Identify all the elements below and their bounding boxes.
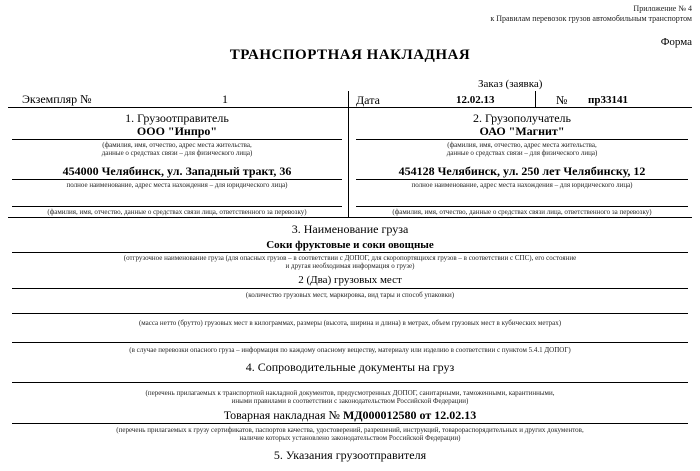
consignee-name: ОАО "Магнит" — [479, 124, 565, 138]
appendix-line2: к Правилам перевозок грузов автомобильным транспортом — [490, 14, 692, 23]
cargo-places-suffix: ) грузовых мест — [327, 274, 402, 286]
consignee-note-person-line2: данные о средствах связи – для физического лица) — [446, 149, 598, 157]
appendix-note — [490, 4, 692, 24]
consignee-note-org: полное наименование, адрес места нахождения – для юридического лица) — [411, 181, 633, 189]
cargo-name: Соки фруктовые и соки овощные — [266, 239, 434, 251]
docs-line — [12, 382, 688, 383]
consignee-note-contact: (фамилия, имя, отчество, данные о средствах связи лица, ответственного за перевозку) — [392, 208, 652, 216]
docs-header: 4. Сопроводительные документы на груз — [245, 360, 455, 374]
consignee-line — [356, 139, 688, 140]
consignee-note-person-line1: (фамилия, имя, отчество, адрес места жительства, — [447, 141, 597, 149]
row-divider — [8, 107, 692, 108]
copy-value: 1 — [222, 92, 228, 106]
cargo-note-mass: (масса нетто (брутто) грузовых мест в килограммах, размеры (высота, ширина и длина) в метрах, объем грузовых мест в кубических метрах) — [138, 319, 562, 327]
docs-invoice — [0, 408, 700, 423]
shipper-address: 454000 Челябинск, ул. Западный тракт, 36 — [62, 164, 292, 178]
docs-note-certs-line1: (перечень прилагаемых к грузу сертификатов, паспортов качества, удостоверений, разрешений, инструкций, товарораспорядительных и других документов, — [116, 426, 584, 434]
docs-invoice-label: Товарная накладная № — [223, 408, 340, 422]
cargo-note-name — [8, 254, 692, 270]
docs-note-list-line1: (перечень прилагаемых к транспортной накладной документов, предусмотренных ДОПОГ, санитарными, таможенными, карантинными, — [145, 389, 555, 397]
cargo-places-count: 2 (Два — [298, 274, 328, 286]
shipper-note-person-line1: (фамилия, имя, отчество, адрес места жительства, — [102, 141, 252, 149]
cargo-places — [0, 274, 700, 286]
cargo-line — [12, 252, 688, 253]
copy-label: Экземпляр № — [22, 92, 92, 106]
instructions-header: 5. Указания грузоотправителя — [273, 448, 427, 462]
shipper-note-contact: (фамилия, имя, отчество, данные о средствах связи лица, ответственного за перевозку) — [47, 208, 307, 216]
docs-note-list — [8, 389, 692, 405]
shipper-header: 1. Грузоотправитель — [125, 111, 229, 125]
order-number-value: пр33141 — [588, 94, 628, 106]
page-title: ТРАНСПОРТНАЯ НАКЛАДНАЯ — [229, 47, 471, 63]
column-divider — [348, 91, 349, 217]
order-cell-divider — [535, 91, 536, 107]
shipper-name: ООО "Инпро" — [136, 124, 218, 138]
cargo-note-name-line1: (отгрузочное наименование груза (для опасных грузов – в соответствии с ДОПОГ, для скоропортящихся грузов – в соответствии с СПС), его состояние — [123, 254, 577, 262]
cargo-mass-line — [12, 313, 688, 314]
shipper-note-person — [8, 141, 346, 157]
consignee-address: 454128 Челябинск, ул. 250 лет Челябинску, 12 — [398, 164, 646, 178]
form-label: Форма — [660, 36, 692, 48]
cargo-note-danger: (в случае перевозки опасного груза – информация по каждому опасному веществу, материалу или изделию в соответствии с пунктом 5.4.1 ДОПОГ) — [129, 346, 571, 354]
cargo-note-name-line2: и другая необходимая информация о грузе) — [285, 262, 415, 270]
shipper-line-2 — [12, 179, 342, 180]
order-label: Заказ (заявка) — [478, 78, 543, 90]
docs-note-certs-line2: наличие которых установлено законодательством Российской Федерации) — [239, 434, 461, 442]
docs-invoice-line — [12, 423, 688, 424]
shipper-note-org: полное наименование, адрес места нахождения – для юридического лица) — [66, 181, 288, 189]
consignee-line-2 — [356, 179, 688, 180]
order-date-value: 12.02.13 — [456, 94, 495, 106]
order-number-label: № — [556, 93, 568, 107]
consignee-header: 2. Грузополучатель — [472, 111, 572, 125]
cargo-header: 3. Наименование груза — [291, 222, 409, 236]
docs-note-certs — [8, 426, 692, 442]
cargo-note-places: (количество грузовых мест, маркировка, вид тары и способ упаковки) — [245, 291, 455, 299]
cargo-places-line — [12, 288, 688, 289]
cargo-danger-line — [12, 342, 688, 343]
shipper-line-3 — [12, 206, 342, 207]
docs-note-list-line2: иными правилами в соответствии с законодательством Российской Федерации) — [231, 397, 469, 405]
appendix-line1: Приложение № 4 — [633, 4, 692, 13]
consignee-line-3 — [356, 206, 688, 207]
shipper-line — [12, 139, 342, 140]
consignee-note-person — [352, 141, 692, 157]
docs-invoice-value: МД000012580 от 12.02.13 — [342, 408, 477, 422]
section-divider — [8, 217, 692, 218]
shipper-note-person-line2: данные о средствах связи – для физического лица) — [101, 149, 253, 157]
order-date-label: Дата — [356, 93, 380, 107]
